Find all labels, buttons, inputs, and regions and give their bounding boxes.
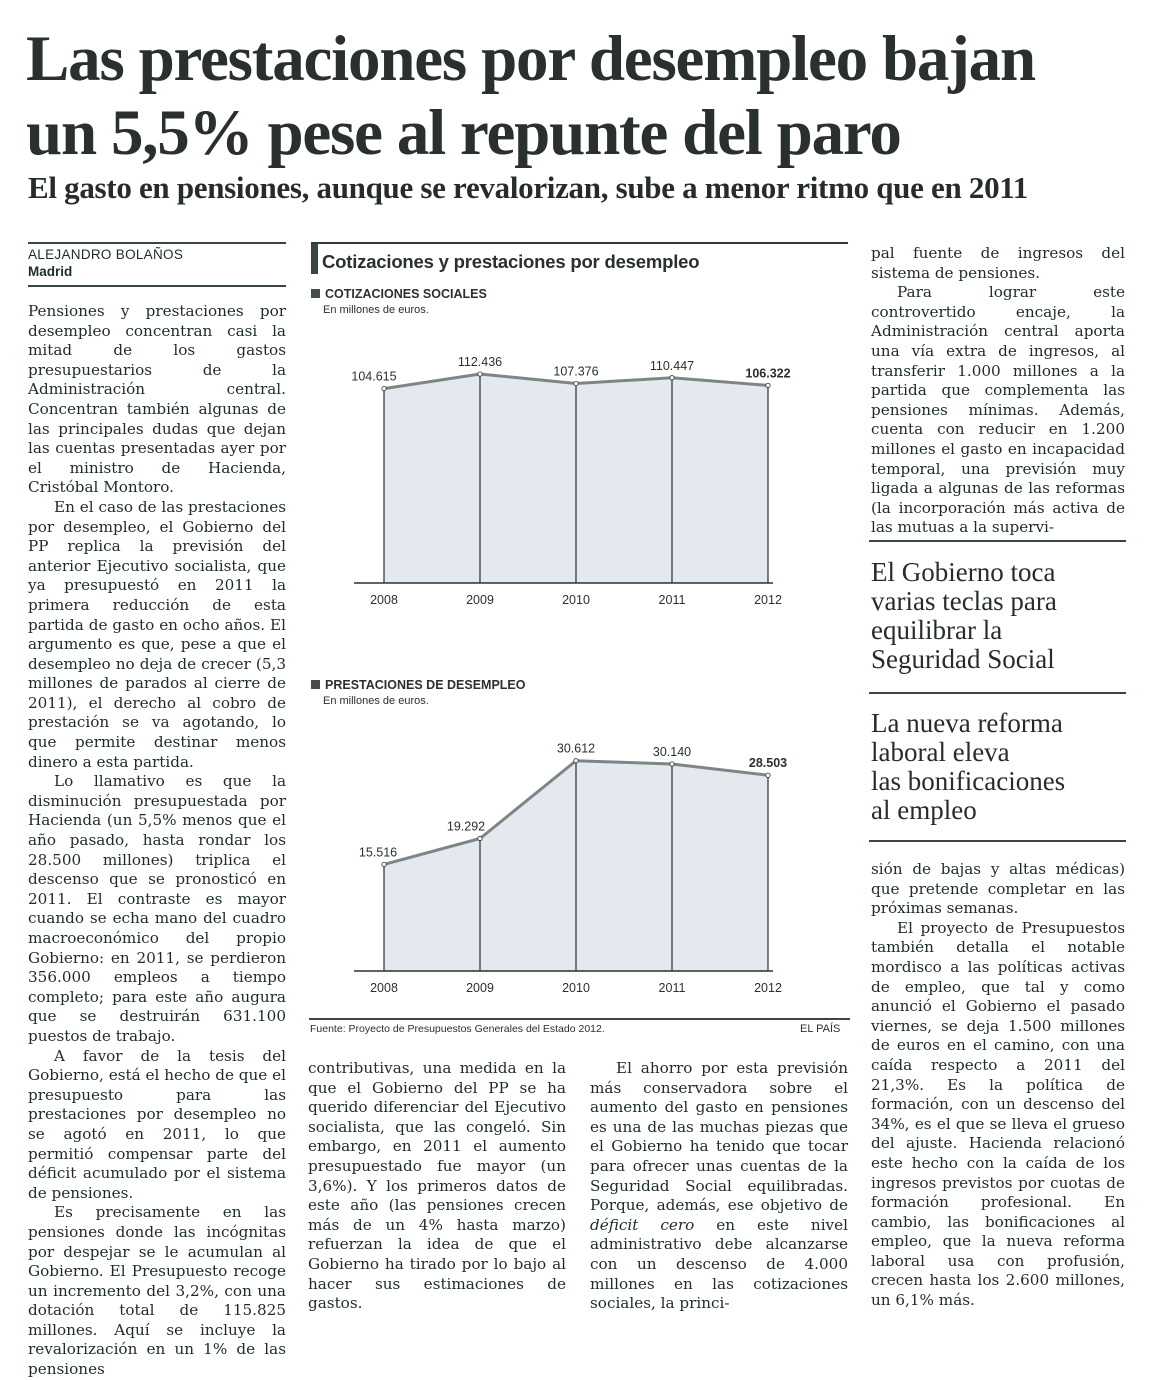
- article-column-3: [590, 1059, 848, 1314]
- sidebar-rule-3: [869, 840, 1126, 842]
- byline-author: ALEJANDRO BOLAÑOS: [28, 247, 184, 262]
- graphic-title-marker: [311, 244, 318, 274]
- paragraph: El proyecto de Presupuestos también detalla el notable mordisco a las políticas activas de empleo, que tal y como anunció el Gobierno el pasado viernes, se deja 1.500 millones de euros en el camino, con una caída respecto a 2011 del 21,3%. Es la política de formación, con un descenso del 34%, es el que se lleva el grueso del ajuste. Hacienda relacionó este hecho con la caída de los ingresos previstos por cuotas de formación profesional. En cambio, las bonificaciones al empleo, que la nueva reforma laboral usa con profusión, crecen hasta los 2.600 millones, un 6,1% más.: [871, 918, 1125, 1310]
- subheadline: El gasto en pensiones, aunque se revalorizan, sube a menor ritmo que en 2011: [28, 170, 1028, 205]
- x-tick-label: 2010: [562, 593, 590, 607]
- chart-prestaciones: [310, 705, 850, 1015]
- x-tick-label: 2009: [466, 981, 494, 995]
- graphic-source: Fuente: Proyecto de Presupuestos Generales del Estado 2012.: [310, 1023, 605, 1035]
- x-tick-label: 2008: [370, 981, 398, 995]
- article-column-1: [28, 302, 286, 1380]
- article-column-2: [308, 1059, 566, 1314]
- data-label: 106.322: [745, 366, 791, 381]
- paragraph: A favor de la tesis del Gobierno, está el hecho de que el presupuesto para las prestaciones por desempleo no se agotó en 2011, lo que permitió compensar parte del déficit acumulado por el sistema de pensiones.: [28, 1046, 286, 1202]
- sidebar-headline-2: La nueva reforma laboral eleva las bonificaciones al empleo: [871, 708, 1066, 825]
- chart-2-subtitle: En millones de euros.: [323, 695, 429, 707]
- data-point: [574, 759, 578, 763]
- data-label: 30.612: [556, 741, 596, 756]
- data-point: [382, 862, 386, 866]
- data-label: 15.516: [358, 845, 398, 860]
- byline-bottom-rule: [28, 285, 286, 287]
- graphic-top-rule: [311, 242, 848, 244]
- data-label: 110.447: [649, 358, 695, 373]
- sidebar-rule-2: [869, 692, 1126, 694]
- data-point: [766, 383, 770, 387]
- headline-line-2: un 5,5% pese al repunte del paro: [26, 97, 901, 169]
- chart-1-subtitle: En millones de euros.: [323, 304, 429, 316]
- paragraph: En el caso de las prestaciones por desempleo, el Gobierno del PP replica la previsión del anterior Ejecutivo socialista, que ya presupuestó en 2011 la primera reducción de esta partida de gasto en ocho años. El argumento es que, pese a que el desempleo no deja de crecer (5,3 millones de parados al cierre de 2011), el derecho al cobro de prestación se va agotando, lo que permite destinar menos dinero a esta partida.: [28, 497, 286, 771]
- data-label: 30.140: [652, 744, 692, 759]
- article-column-4-bottom: [871, 860, 1125, 1311]
- x-tick-label: 2008: [370, 593, 398, 607]
- data-label: 107.376: [553, 364, 599, 379]
- data-label: 19.292: [446, 819, 486, 834]
- chart-1-title: COTIZACIONES SOCIALES: [311, 287, 487, 301]
- headline: [26, 22, 1136, 170]
- sidebar-headline-1: El Gobierno toca varias teclas para equilibrar la Seguridad Social: [871, 557, 1057, 674]
- paragraph: El ahorro por esta previsión más conservadora sobre el aumento del gasto en pensiones es una de las muchas piezas que el Gobierno ha tenido que tocar para ofrecer unas cuentas de la Seguridad Social equilibradas. Porque, además, ese objetivo de déficit cero en este nivel administrativo debe alcanzarse con un descenso de 4.000 millones en las cotizaciones sociales, la princi-: [590, 1059, 848, 1313]
- x-tick-label: 2012: [754, 981, 782, 995]
- data-point: [766, 773, 770, 777]
- data-point: [670, 762, 674, 766]
- paragraph: Pensiones y prestaciones por desempleo concentran casi la mitad de los gastos presupuestarios de la Administración central. Concentran también algunas de las principales dudas que dejan las cuentas presentadas ayer por el ministro de Hacienda, Cristóbal Montoro.: [28, 302, 286, 497]
- headline-line-1: Las prestaciones por desempleo bajan: [26, 23, 1035, 95]
- square-bullet-icon: [311, 289, 320, 298]
- chart-cotizaciones: [310, 320, 850, 620]
- paragraph: pal fuente de ingresos del sistema de pensiones.: [871, 244, 1125, 282]
- graphic-title: Cotizaciones y prestaciones por desempleo: [322, 251, 700, 272]
- x-tick-label: 2011: [658, 593, 686, 607]
- data-label: 104.615: [351, 369, 397, 384]
- data-label: 112.436: [457, 355, 503, 370]
- paragraph: Para lograr este controvertido encaje, la Administración central aporta una vía extra de ingresos, al transferir 1.000 millones a la partida que complementa las pensiones mínimas. Además, cuenta con reducir en 1.200 millones el gasto en incapacidad temporal, una previsión muy ligada a algunas de las reformas (la incorporación más activa de las mutuas a la supervi-: [871, 283, 1125, 537]
- x-tick-label: 2012: [754, 593, 782, 607]
- data-label: 28.503: [748, 756, 788, 771]
- data-point: [574, 381, 578, 385]
- article-column-4-top: [871, 244, 1125, 538]
- data-point: [382, 386, 386, 390]
- paragraph: Lo llamativo es que la disminución presupuestada por Hacienda (un 5,5% menos que el año pasado, hasta rondar los 28.500 millones) triplica el descenso que se pronosticó en 2011. El contraste es mayor cuando se echa mano del cuadro macroeconómico del propio Gobierno: en 2011, se perdieron 356.000 empleos a tiempo completo; para este año augura que se destruirán 631.100 puestos de trabajo.: [28, 772, 286, 1045]
- graphic-brand: EL PAÍS: [800, 1023, 841, 1035]
- byline-location: Madrid: [28, 264, 73, 279]
- byline: [28, 246, 183, 280]
- sidebar-rule-1: [869, 540, 1126, 542]
- italic-term: déficit cero: [590, 1215, 695, 1234]
- data-point: [478, 836, 482, 840]
- x-tick-label: 2010: [562, 981, 590, 995]
- byline-top-rule: [28, 242, 286, 244]
- paragraph: contributivas, una medida en la que el Gobierno del PP se ha querido diferenciar del Ejecutivo socialista, que las congeló. Sin embargo, en 2011 el aumento presupuestado fue mayor (un 3,6%). Y los primeros datos de este año (las pensiones crecen más de un 4% hasta marzo) refuerzan la idea de que el Gobierno ha tirado por lo bajo al hacer sus estimaciones de gastos.: [308, 1059, 566, 1313]
- square-bullet-icon: [311, 680, 320, 689]
- x-tick-label: 2011: [658, 981, 686, 995]
- graphic-bottom-rule: [309, 1018, 850, 1020]
- paragraph: Es precisamente en las pensiones donde las incógnitas por despejar se le acumulan al Gobierno. El Presupuesto recoge un incremento del 3,2%, con una dotación total de 115.825 millones. Aquí se incluye la revalorización en un 1% de las pensiones: [28, 1203, 286, 1379]
- data-point: [478, 372, 482, 376]
- paragraph: sión de bajas y altas médicas) que pretende completar en las próximas semanas.: [871, 860, 1125, 918]
- data-point: [670, 376, 674, 380]
- chart-2-title: PRESTACIONES DE DESEMPLEO: [311, 678, 526, 692]
- x-tick-label: 2009: [466, 593, 494, 607]
